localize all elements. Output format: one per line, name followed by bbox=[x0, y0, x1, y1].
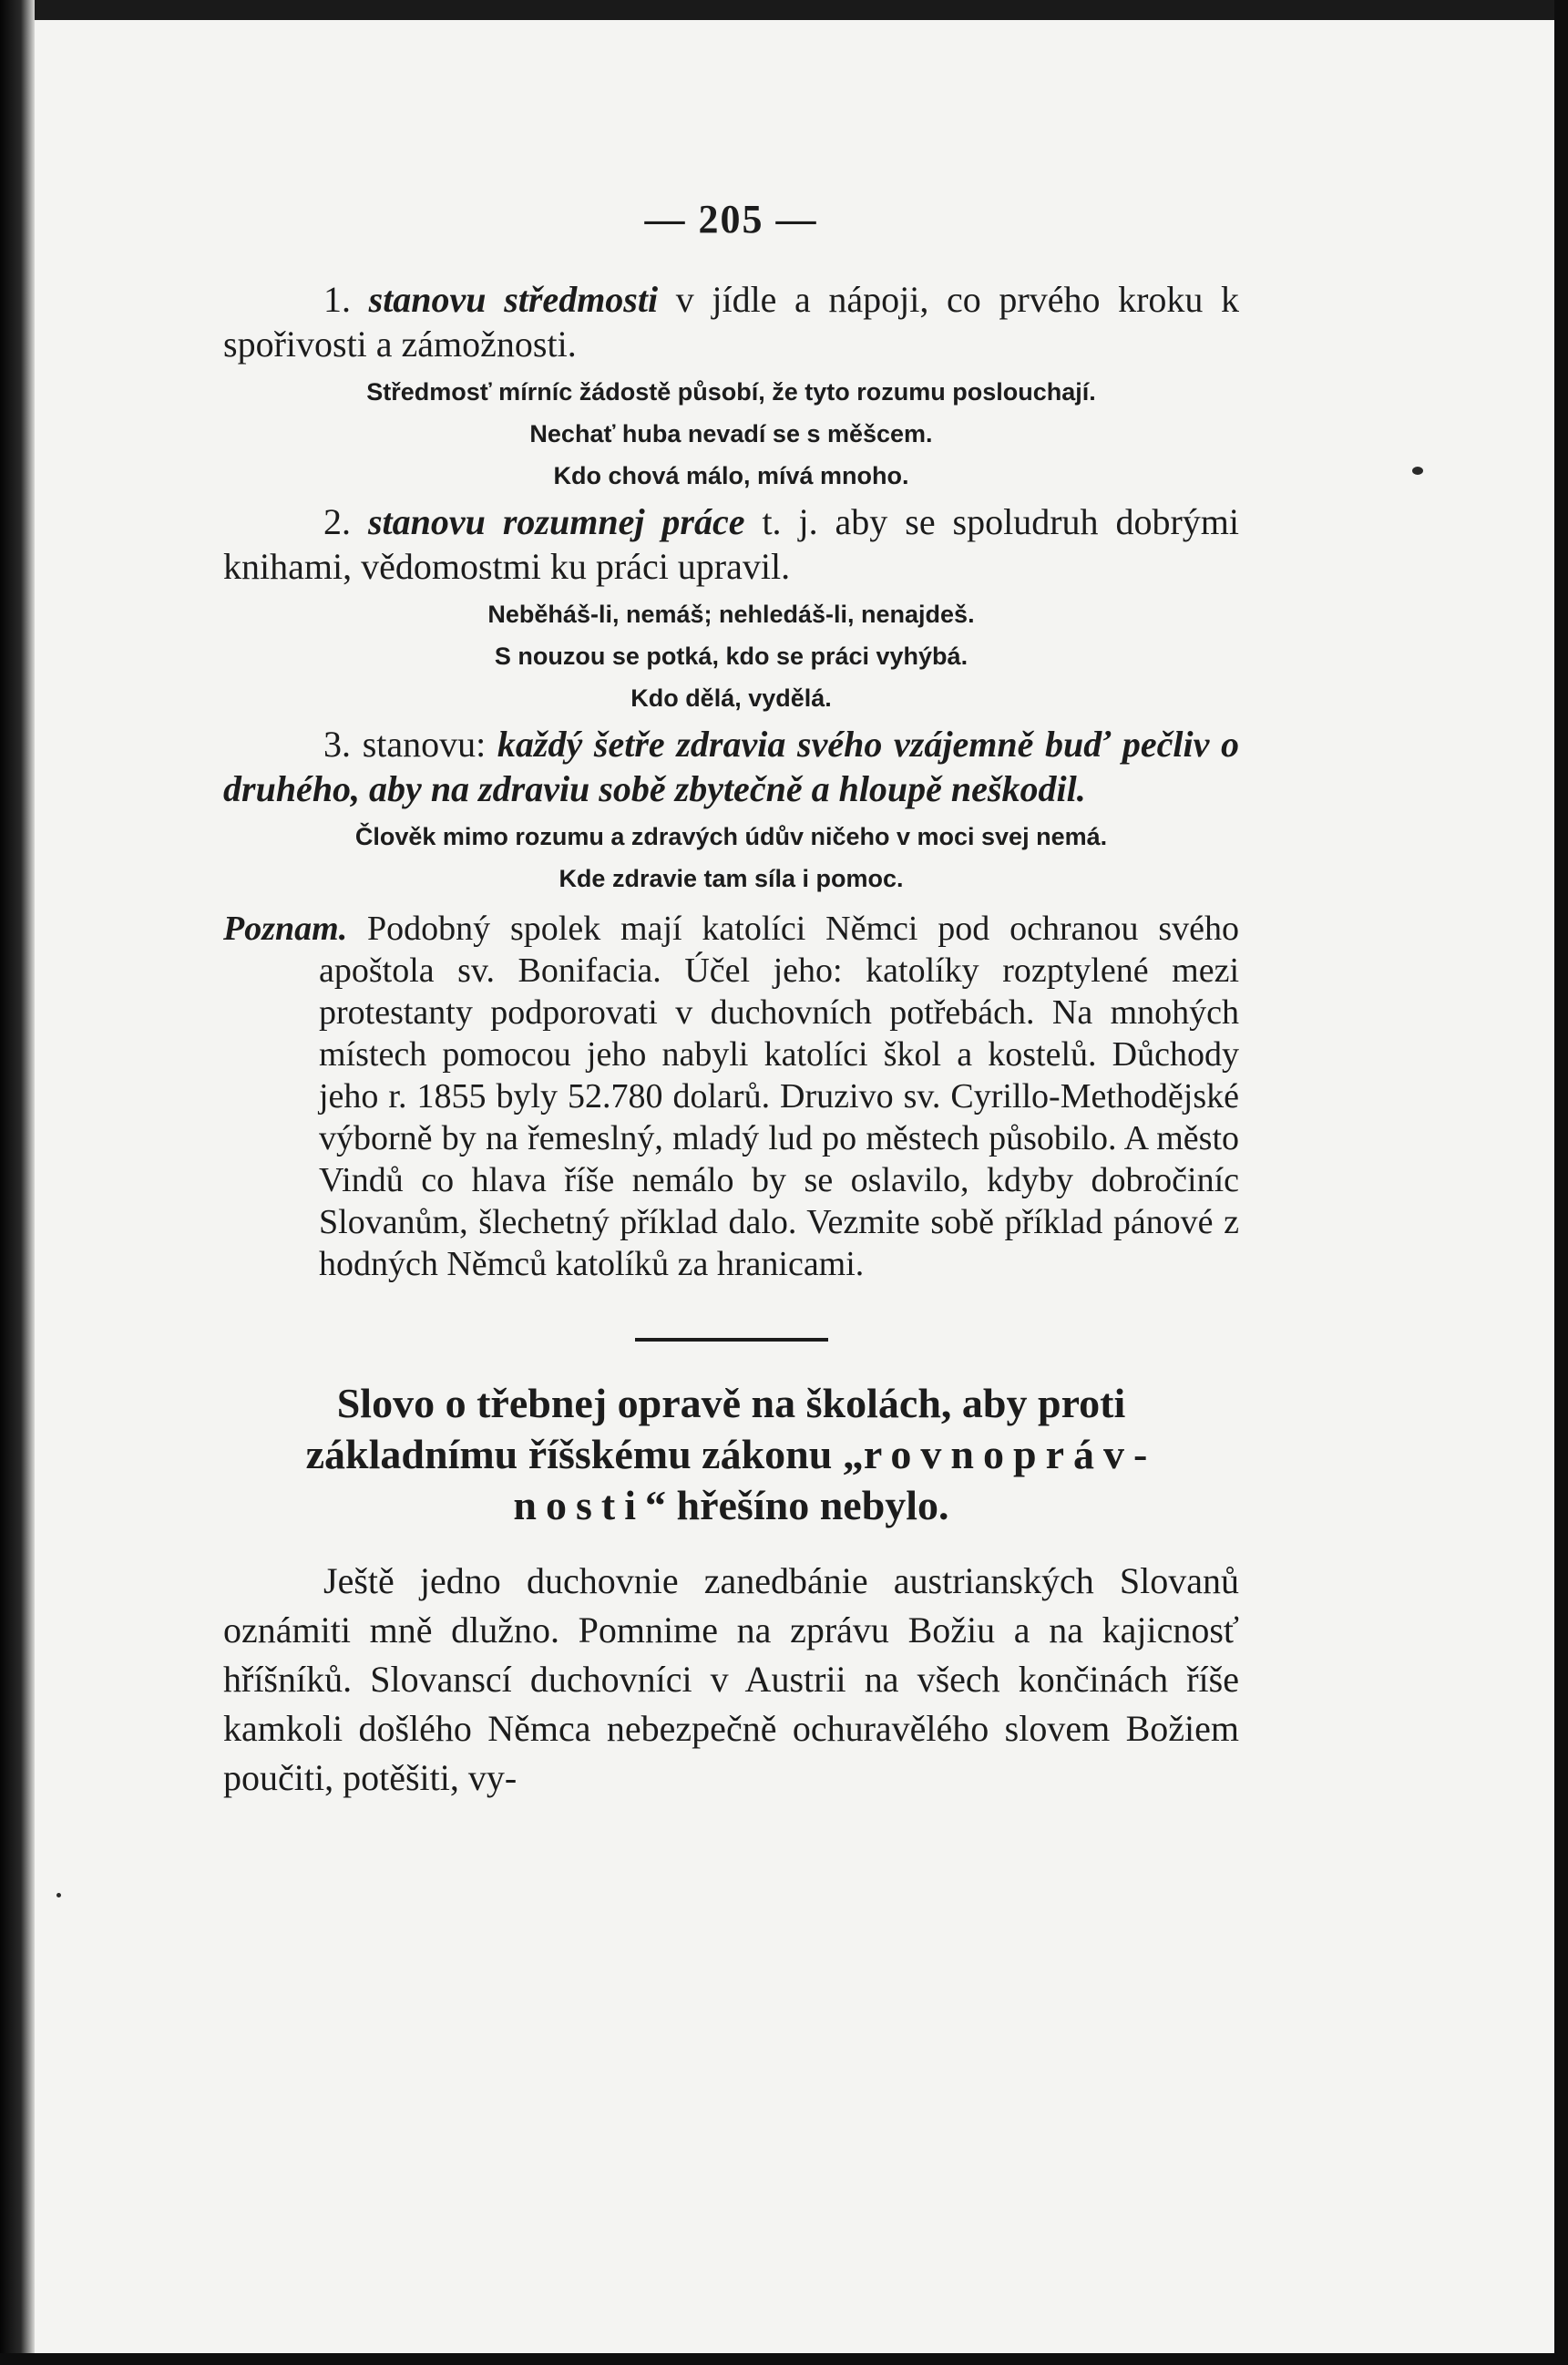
item-text: t. j. aby se spoludruh dobrými knihami, vědomostmi ku práci upravil. bbox=[223, 501, 1240, 587]
page-content bbox=[223, 196, 1239, 1803]
page-number: — 205 — bbox=[644, 197, 818, 242]
scan-left-edge bbox=[0, 0, 35, 2365]
rule-item-1 bbox=[223, 277, 1239, 366]
proverb: Kdo dělá, vydělá. bbox=[630, 684, 832, 712]
heading-spaced-text: rovnopráv- bbox=[863, 1431, 1157, 1477]
heading-line bbox=[223, 1429, 1239, 1480]
proverb: Nechať huba nevadí se s měšcem. bbox=[529, 420, 933, 447]
item-lead: stanovu bbox=[367, 501, 486, 542]
proverb-group-1 bbox=[223, 375, 1239, 492]
final-paragraph: Ještě jedno duchovnie zanedbánie austrianských Slovanů oznámiti mně dlužno. Pomnime na zprávu Božiu a na kajicnosť hříšníků. Slovanscí duchovníci v Austrii na všech končinách říše kamkoli došlého Němca nebezpečně ochuravělého slovem Božiem poučiti, potěšiti, vy- bbox=[223, 1560, 1239, 1798]
item-lead: stanovu: bbox=[362, 724, 487, 765]
item-text: v jídle a nápoji, co prvého kroku k spořivosti a zámožnosti. bbox=[223, 279, 1240, 365]
item-lead: stanovu bbox=[368, 279, 487, 320]
proverb: S nouzou se potká, kdo se práci vyhýbá. bbox=[494, 643, 968, 670]
item-phrase: středmosti bbox=[504, 279, 659, 320]
section-heading bbox=[223, 1378, 1239, 1531]
item-number: 3. bbox=[323, 724, 351, 765]
note-text: Podobný spolek mají katolíci Němci pod ochranou svého apoštola sv. Bonifacia. Účel jeho: katolíky rozptylené mezi protestanty podporovati v duchovních potřebách. Na mnohých místech pomocou jeho nabyli katolíci škol a kostelů. Důchody jeho r. 1855 byly 52.780 dolarů. Druzivo sv. Cyrillo-Methodějské výborně by na řemeslný, mladý lud po městech působilo. A město Vindů co hlava říše nemálo by se oslavilo, kdyby dobročiníc Slovanům, šlechetný příklad dalo. Vezmite sobě příklad pánové z hodných Němců katolíků za hranicami. bbox=[319, 910, 1239, 1283]
scan-speck bbox=[1412, 467, 1423, 475]
item-phrase: rozumnej práce bbox=[502, 501, 745, 542]
scan-speck bbox=[56, 1893, 61, 1897]
section-divider bbox=[635, 1338, 828, 1342]
proverb: Člověk mimo rozumu a zdravých údův ničeho v moci svej nemá. bbox=[354, 823, 1108, 850]
scan-right-edge bbox=[1554, 0, 1568, 2365]
proverb: Kdo chová málo, mívá mnoho. bbox=[553, 462, 909, 489]
proverb: Kde zdravie tam síla i pomoc. bbox=[559, 865, 904, 892]
note bbox=[223, 908, 1239, 1285]
heading-line: Slovo o třebnej opravě na školách, aby proti bbox=[336, 1380, 1126, 1426]
heading-spaced-text: nosti bbox=[513, 1482, 646, 1528]
item-number: 2. bbox=[323, 501, 351, 542]
heading-text: “ hřešíno nebylo. bbox=[645, 1482, 949, 1528]
item-phrase: každý šetře zdravia svého vzájemně buď pečliv o druhého, aby na zdraviu sobě zbytečně a hloupě neškodil. bbox=[223, 724, 1240, 809]
rule-item-2 bbox=[223, 499, 1239, 589]
item-number: 1. bbox=[323, 279, 351, 320]
note-label: Poznam. bbox=[223, 910, 348, 948]
rule-item-3 bbox=[223, 722, 1239, 811]
heading-text: základnímu říšskému zákonu „ bbox=[305, 1431, 864, 1477]
heading-line bbox=[223, 1480, 1239, 1531]
proverb-group-3 bbox=[223, 820, 1239, 895]
scan-bottom-edge bbox=[0, 2353, 1568, 2365]
proverb: Středmosť mírníc žádostě působí, že tyto rozumu poslouchají. bbox=[366, 378, 1096, 406]
proverb-group-2 bbox=[223, 598, 1239, 715]
proverb: Neběháš-li, nemáš; nehledáš-li, nenajdeš. bbox=[487, 601, 975, 628]
